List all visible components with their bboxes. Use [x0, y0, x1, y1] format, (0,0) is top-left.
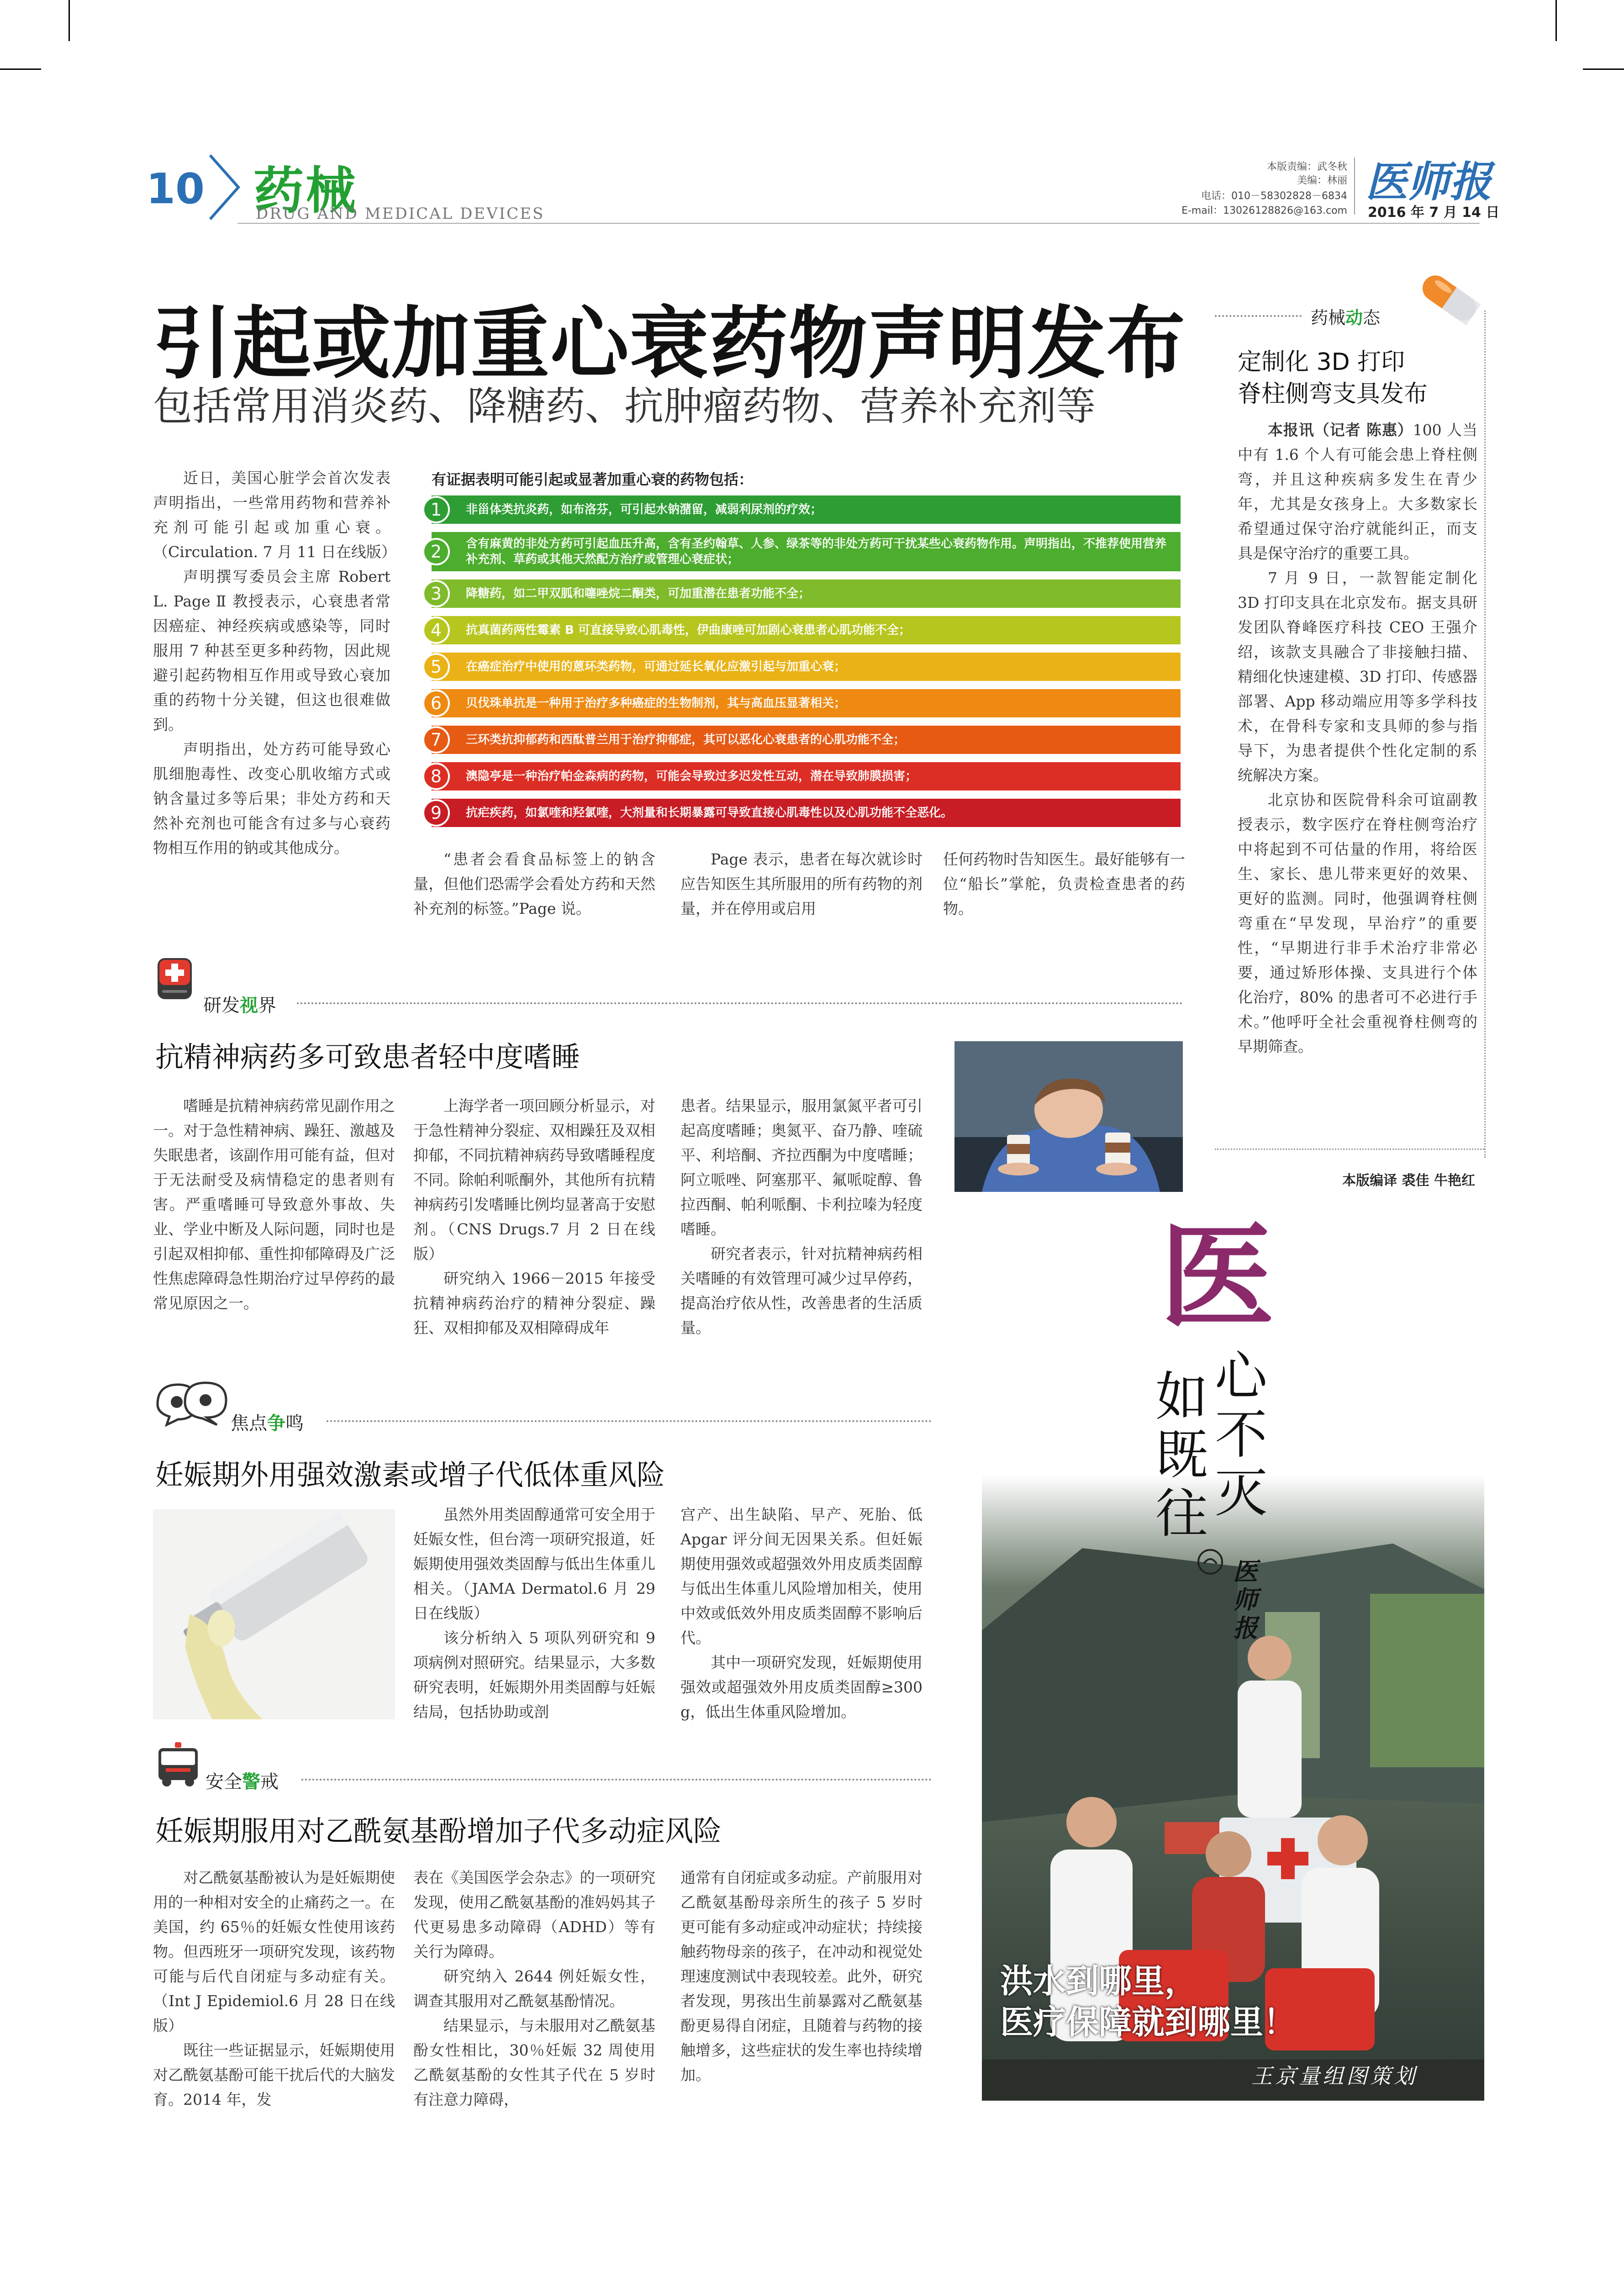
drug-list-title: 有证据表明可能引起或显著加重心衰的药物包括：	[432, 471, 754, 488]
research-col-3-text: 患者。结果显示，服用氯氮平者可引起高度嗜睡；奥氮平、奋乃静、喹硫平、利培酮、齐拉西酮为中度嗜睡；阿立哌唑、阿塞那平、氟哌啶醇、鲁拉西酮、帕利哌酮、卡利拉嗪为轻度嗜睡。	[680, 1097, 923, 1238]
drug-list-number: 7	[422, 726, 450, 753]
lead-col-3-text: Page 表示，患者在每次就诊时应告知医生其所服用的所有药物的剂量，并在停用或启用	[680, 850, 923, 917]
news-para-2: 7 月 9 日，一款智能定制化 3D 打印支具在北京发布。据支具研发团队脊峰医疗科技 CEO 王强介绍，该款支具融合了非接触扫描、精细化快速建模、3D 打印、传感器部署、App 移动端应用等多学科技术，在骨科专家和支具师的参与指导下，为患者提供个性化定制的系统解决方案。	[1238, 569, 1477, 784]
lead-col-4-text: 任何药物时告知医生。最好能够有一位“船长”掌舵，负责检查患者的药物。	[943, 850, 1185, 917]
safety-col-2	[413, 1865, 655, 2112]
ad-footer: 王京量组图策划	[1251, 2064, 1418, 2088]
focus-title: 妊娠期外用强效激素或增子代低体重风险	[155, 1458, 665, 1491]
headline: 引起或加重心衰药物声明发布	[153, 298, 1186, 390]
focus-col-2-text: 宫产、出生缺陷、早产、死胎、低 Apgar 评分间无因果关系。但妊娠期使用强效或超强效外用皮质类固醇与低出生体重儿风险增加相关，使用中效或低效外用皮质类固醇不影响后代。	[680, 1506, 923, 1647]
drug-list-number: 9	[422, 799, 450, 827]
designer-line: 美编：林丽	[1297, 175, 1347, 186]
crop-mark-tr-v	[1555, 0, 1557, 41]
logo: 医师报	[1366, 157, 1492, 206]
news-title-1: 定制化 3D 打印	[1238, 348, 1405, 376]
issue-date: 2016 年 7 月 14 日	[1368, 205, 1500, 221]
ad-slogan-1: 洪水到哪里，	[1000, 1961, 1198, 2000]
drug-list-number: 3	[422, 580, 450, 607]
news-title-2: 脊柱侧弯支具发布	[1238, 380, 1428, 408]
ad-slogan-2: 医疗保障就到哪里！	[1000, 2002, 1297, 2041]
lead-para-1: 近日，美国心脏学会首次发表声明指出，一些常用药物和营养补充剂可能引起或加重心衰。（Circulation. 7 月 11 日在线版）	[153, 469, 396, 561]
subheadline: 包括常用消炎药、降糖药、抗肿瘤药物、营养补充剂等	[153, 384, 1096, 429]
drug-list-number: 4	[422, 616, 450, 644]
research-rule	[297, 1002, 1183, 1004]
safety-col-1-text-b: 既往一些证据显示，妊娠期使用对乙酰氨基酚可能干扰后代的大脑发育。2014 年，发	[153, 2041, 395, 2108]
drug-list-text: 三环类抗抑郁药和西酞普兰用于治疗抑郁症，其可以恶化心衰患者的心肌功能不全；	[466, 733, 906, 747]
research-col-2-text: 上海学者一项回顾分析显示，对于急性精神分裂症、双相躁狂及双相抑郁，不同抗精神病药导致嗜睡程度不同。除帕利哌酮外，其他所有抗精神病药引发嗜睡比例均显著高于安慰剂。（CNS Drugs.7 月 2 日在线版）	[413, 1097, 655, 1263]
research-col-1-text: 嗜睡是抗精神病药常见副作用之一。对于急性精神病、躁狂、激越及失眠患者，该副作用可能有益，但对于无法耐受及病情稳定的患者则有害。严重嗜睡可导致意外事故、失业、学业中断及人际问题，同时也是引起双相抑郁、重性抑郁障碍及广泛性焦虑障碍急性期治疗过早停药的最常见原因之一。	[153, 1097, 395, 1312]
focus-col-1-text: 虽然外用类固醇通常可安全用于妊娠女性，但台湾一项研究报道，妊娠期使用强效类固醇与低出生体重儿相关。（JAMA Dermatol.6 月 29 日在线版）	[413, 1506, 655, 1622]
focus-col-1-text-b: 该分析纳入 5 项队列研究和 9 项病例对照研究。结果显示，大多数研究表明，妊娠期外用类固醇与妊娠结局，包括协助或剖	[413, 1629, 655, 1721]
ad-big-char: 医	[1160, 1210, 1274, 1344]
drug-list-text: 贝伐珠单抗是一种用于治疗多种癌症的生物制剂，其与高血压显著相关；	[466, 696, 846, 710]
news-box-top-rule	[1215, 315, 1302, 317]
drug-list-text: 抗疟疾药，如氯喹和羟氯喹，大剂量和长期暴露可导致直接心肌毒性以及心肌功能不全恶化。	[466, 806, 953, 820]
news-label: 药械动态	[1311, 308, 1381, 328]
drug-list-item	[422, 616, 1181, 644]
focus-col-1	[413, 1502, 655, 1724]
ad-logo-circle-icon	[1197, 1548, 1224, 1575]
lead-col-2-text: “患者会看食品标签上的钠含量，但他们恐需学会看处方药和天然补充剂的标签。”Page 说。	[413, 850, 655, 917]
research-title: 抗精神病药多可致患者轻中度嗜睡	[155, 1040, 580, 1074]
section-subtitle: DRUG AND MEDICAL DEVICES	[256, 205, 545, 223]
lead-para-3: 声明指出，处方药可能导致心肌细胞毒性、改变心肌收缩方式或钠含量过多等后果；非处方药和天然补充剂也可能含有过多与心衰药物相互作用的钠或其他成分。	[153, 740, 390, 857]
drug-list-number: 6	[422, 690, 450, 717]
drug-list-item	[422, 799, 1181, 827]
credit-line: 本版编译 裘佳 牛艳红	[1342, 1173, 1475, 1189]
lead-col-3	[680, 847, 923, 921]
ad-logo: 医师报	[1233, 1557, 1258, 1643]
drug-list-text: 澳隐亭是一种治疗帕金森病的药物，可能会导致过多迟发性互动，潜在导致肺膜损害；	[466, 769, 917, 783]
news-para-3: 北京协和医院骨科余可谊副教授表示，数字医疗在脊柱侧弯治疗中将起到不可估量的作用，将给医生、家长、患儿带来更好的效果、更好的监测。同时，他强调脊柱侧弯重在“早发现，早治疗”的重要性，“早期进行非手术治疗非常必要，通过矫形体操、支具进行个体化治疗，80% 的患者可不必进行手术。”他呼吁全社会重视脊柱侧弯的早期筛查。	[1238, 791, 1477, 1055]
editor-line: 本版责编：武冬秋	[1266, 161, 1347, 173]
safety-label: 安全警戒	[206, 1771, 279, 1792]
safety-col-2-text-c: 结果显示，与未服用对乙酰氨基酚女性相比，30％妊娠 32 周使用乙酰氨基酚的女性其子代在 5 岁时有注意力障碍，	[413, 2017, 655, 2108]
drug-list-number: 5	[422, 653, 450, 680]
research-col-1	[153, 1094, 395, 1316]
safety-col-1-text: 对乙酰氨基酚被认为是妊娠期使用的一种相对安全的止痛药之一。在美国，约 65％的妊娠女性使用该药物。但西班牙一项研究发现，该药物可能与后代自闭症与多动症有关。（Int J Epidemiol.6 月 28 日在线版）	[153, 1869, 395, 2034]
drug-list-text: 降糖药，如二甲双胍和噻唑烷二酮类，可加重潜在患者功能不全；	[466, 587, 811, 601]
safety-col-2-text-b: 研究纳入 2644 例妊娠女性，调查其服用对乙酰氨基酚情况。	[413, 1967, 655, 2010]
drug-list-text: 抗真菌药两性霉素 B 可直接导致心肌毒性，伊曲康唑可加剧心衰患者心肌功能不全；	[466, 623, 911, 637]
news-body	[1238, 418, 1477, 1059]
news-byline: 本报讯（记者 陈惠）	[1268, 421, 1413, 439]
drug-list-number: 8	[422, 763, 450, 790]
masthead-rule	[237, 223, 1480, 224]
safety-rule	[301, 1779, 932, 1781]
chevron-icon	[206, 153, 243, 221]
medkit-icon	[153, 954, 196, 1005]
safety-col-3	[680, 1865, 923, 2087]
safety-title: 妊娠期服用对乙酰氨基酚增加子代多动症风险	[155, 1814, 722, 1848]
crop-mark-tr	[1583, 68, 1624, 70]
phone-line: 电话：010－58302828－6834	[1201, 190, 1347, 202]
drug-list-item	[422, 689, 1181, 717]
drug-list-item	[422, 580, 1181, 608]
focus-col-2	[680, 1502, 923, 1724]
research-col-3	[680, 1094, 923, 1340]
research-col-2-text-b: 研究纳入 1966－2015 年接受抗精神病药治疗的精神分裂症、躁狂、双相抑郁及双相障碍成年	[413, 1270, 655, 1337]
focus-rule	[327, 1420, 932, 1422]
news-para-1: 本报讯（记者 陈惠）100 人当中有 1.6 个人有可能会患上脊柱侧弯，并且这种疾病多发生在青少年，尤其是女孩身上。大多数家长希望通过保守治疗就能纠正，而支具是保守治疗的重要工具。	[1238, 421, 1477, 562]
credit-rule	[1215, 1149, 1484, 1150]
drug-list-item	[422, 495, 1181, 524]
drug-list-text: 非甾体类抗炎药，如布洛芬，可引起水钠潴留，减弱利尿剂的疗效；	[466, 503, 823, 516]
research-col-3-text-b: 研究者表示，针对抗精神病药相关嗜睡的有效管理可减少过早停药，提高治疗依从性，改善患者的生活质量。	[680, 1245, 923, 1337]
safety-col-2-text: 表在《美国医学会杂志》的一项研究发现，使用乙酰氨基酚的准妈妈其子代更易患多动障碍（ADHD）等有关行为障碍。	[413, 1869, 655, 1960]
drug-list-text: 在癌症治疗中使用的蒽环类药物，可通过延长氧化应激引起与加重心衰；	[466, 660, 846, 674]
crop-mark-tl	[0, 68, 41, 70]
lead-col-4	[943, 847, 1185, 921]
drug-list-text: 含有麻黄的非处方药可引起血压升高，含有圣约翰草、人参、绿茶等的非处方药可干扰某些心衰药物作用。声明指出，不推荐使用营养补充剂、草药或其他天然配方治疗或管理心衰症状；	[466, 537, 1167, 566]
drug-list-number: 1	[422, 496, 450, 523]
safety-col-3-text: 通常有自闭症或多动症。产前服用对乙酰氨基酚母亲所生的孩子 5 岁时更可能有多动症或冲动症状；持续接触药物母亲的孩子，在冲动和视觉处理速度测试中表现较差。此外，研究者发现，男孩出生前暴露对乙酰氨基酚更易得自闭症，且随着与药物的接触增多，这些症状的发生率也持续增加。	[680, 1869, 923, 2084]
research-label: 研发视界	[203, 995, 276, 1016]
capsule-icon	[1411, 260, 1489, 333]
page-number: 10	[146, 164, 205, 213]
drug-list-item	[422, 532, 1181, 571]
section-title: 药械	[253, 162, 358, 220]
ad-vertical-right: 心不灭	[1215, 1346, 1268, 1524]
ambulance-icon	[153, 1740, 203, 1790]
safety-col-1	[153, 1865, 395, 2112]
focus-col-2-text-b: 其中一项研究发现，妊娠期使用强效或超强效外用皮质类固醇≥300 g，低出生体重风险增加。	[680, 1654, 923, 1721]
lead-col-1	[153, 466, 396, 860]
drug-list-item	[422, 762, 1181, 790]
research-col-2	[413, 1094, 655, 1340]
sleeping-man-photo	[954, 1041, 1183, 1192]
drug-list-item	[422, 653, 1181, 681]
lead-col-2	[413, 847, 655, 921]
email-line: E-mail：13026128826@163.com	[1181, 205, 1347, 216]
drug-list-number: 2	[422, 538, 450, 565]
ointment-photo	[153, 1509, 395, 1719]
ad-panel	[959, 1210, 1484, 2101]
speech-bubbles-icon	[153, 1379, 231, 1429]
focus-label: 焦点争鸣	[231, 1413, 304, 1434]
crop-mark-tl-v	[69, 0, 70, 41]
lead-para-2: 声明撰写委员会主席 Robert L. Page Ⅱ 教授表示，心衰患者常因癌症、神经疾病或感染等，同时服用 7 种甚至更多种药物，因此规避引起药物相互作用或导致心衰加重的药物十分关键，但这也很难做到。	[153, 568, 390, 733]
ad-vertical-left: 如既往	[1155, 1366, 1208, 1544]
masthead-divider	[1354, 158, 1355, 215]
drug-list-item	[422, 726, 1181, 754]
